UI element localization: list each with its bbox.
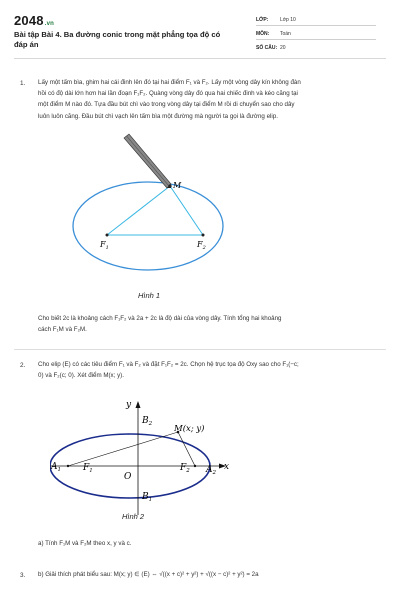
text-line: một điểm M nào đó. Tựa đầu bút chì vào trong vòng dây tại điểm M rồi di chuyển sao cho dây (38, 101, 295, 109)
meta-subject: MÔN: Toán (256, 31, 291, 37)
label-f2: $F_2$ (197, 240, 206, 251)
label-m: M (173, 181, 182, 190)
label-f1: $F_1$ (83, 463, 93, 474)
question-1-text (38, 77, 388, 122)
label-b2: $B_2$ (142, 416, 153, 427)
question-3-number: 3. (20, 572, 26, 579)
header-divider (14, 58, 386, 59)
label-m-point: M(x; y) (174, 424, 205, 434)
figure-1-ellipse-diagram (60, 130, 250, 305)
text-line: Lấy một tấm bìa, ghim hai cái đinh lên đó tại hai điểm F₁ và F₂. Lấy một vòng dây kín không đàn (38, 79, 301, 86)
label-a1: $A_1$ (51, 462, 61, 473)
meta-class: LỚP: Lớp 10 (256, 17, 296, 23)
figure-1-caption: Hình 1 (138, 291, 161, 300)
figure-2-coordinate-ellipse (50, 395, 250, 520)
section-divider (14, 349, 386, 350)
question-2-number: 2. (20, 362, 26, 369)
page-title-line-2: đáp án (14, 40, 39, 49)
page-title (14, 30, 246, 50)
text-line: 0) và F₂(c; 0). Xét điểm M(x; y). (38, 372, 124, 380)
text-line: hồi có độ dài lớn hơn hai lần đoạn F₁F₂. Quàng vòng dây đó qua hai chiếc đinh và kéo căng tại (38, 90, 298, 98)
label-origin: O (124, 472, 132, 482)
label-x: x (224, 462, 230, 472)
meta-divider (256, 39, 376, 40)
pencil-icon (124, 134, 171, 188)
text-line: cách F₁M và F₂M. (38, 326, 87, 334)
question-1-followup (38, 313, 388, 335)
label-b1: $B_1$ (142, 492, 153, 503)
question-1-number: 1. (20, 80, 26, 87)
ellipse-curve (73, 182, 223, 270)
meta-divider (256, 25, 376, 26)
question-2-part-a: a) Tính F₁M và F₂M theo x, y và c. (38, 540, 132, 547)
label-f2: $F_2$ (180, 463, 190, 474)
label-f1: $F_1$ (100, 240, 109, 251)
label-a2: $A_2$ (206, 465, 216, 476)
text-line: Cho biết 2c là khoảng cách F₁F₂ và 2a + 2c là độ dài của vòng dây. Tính tổng hai khoảng (38, 315, 282, 322)
segment-m-f2 (178, 432, 195, 466)
label-y: y (126, 400, 132, 410)
segment-f1-m (68, 432, 178, 466)
y-axis-arrow (136, 401, 141, 408)
page-title-line-1: Bài tập Bài 4. Ba đường conic trong mặt phẳng tọa độ có (14, 30, 221, 39)
string-triangle (107, 186, 203, 235)
text-line: Cho elip (E) có các tiêu điểm F₁ và F₂ và đặt F₁F₂ = 2c. Chọn hệ trục tọa độ Oxy sao cho F₁(−c; (38, 361, 299, 368)
question-2-text (38, 359, 388, 381)
meta-count: SỐ CÂU: 20 (256, 45, 286, 51)
site-logo[interactable]: 2048.vn (14, 13, 55, 28)
figure-2-caption: Hình 2 (122, 512, 145, 521)
text-line: luôn luôn căng. Đầu bút chì vạch lên tấm bìa một đường mà người ta gọi là đường elip. (38, 112, 278, 120)
question-3-text: b) Giải thích phát biểu sau: M(x; y) ∈ (E) ⇔ √((x + c)² + y²) + √((x − c)² + y²) = 2a (38, 571, 259, 578)
